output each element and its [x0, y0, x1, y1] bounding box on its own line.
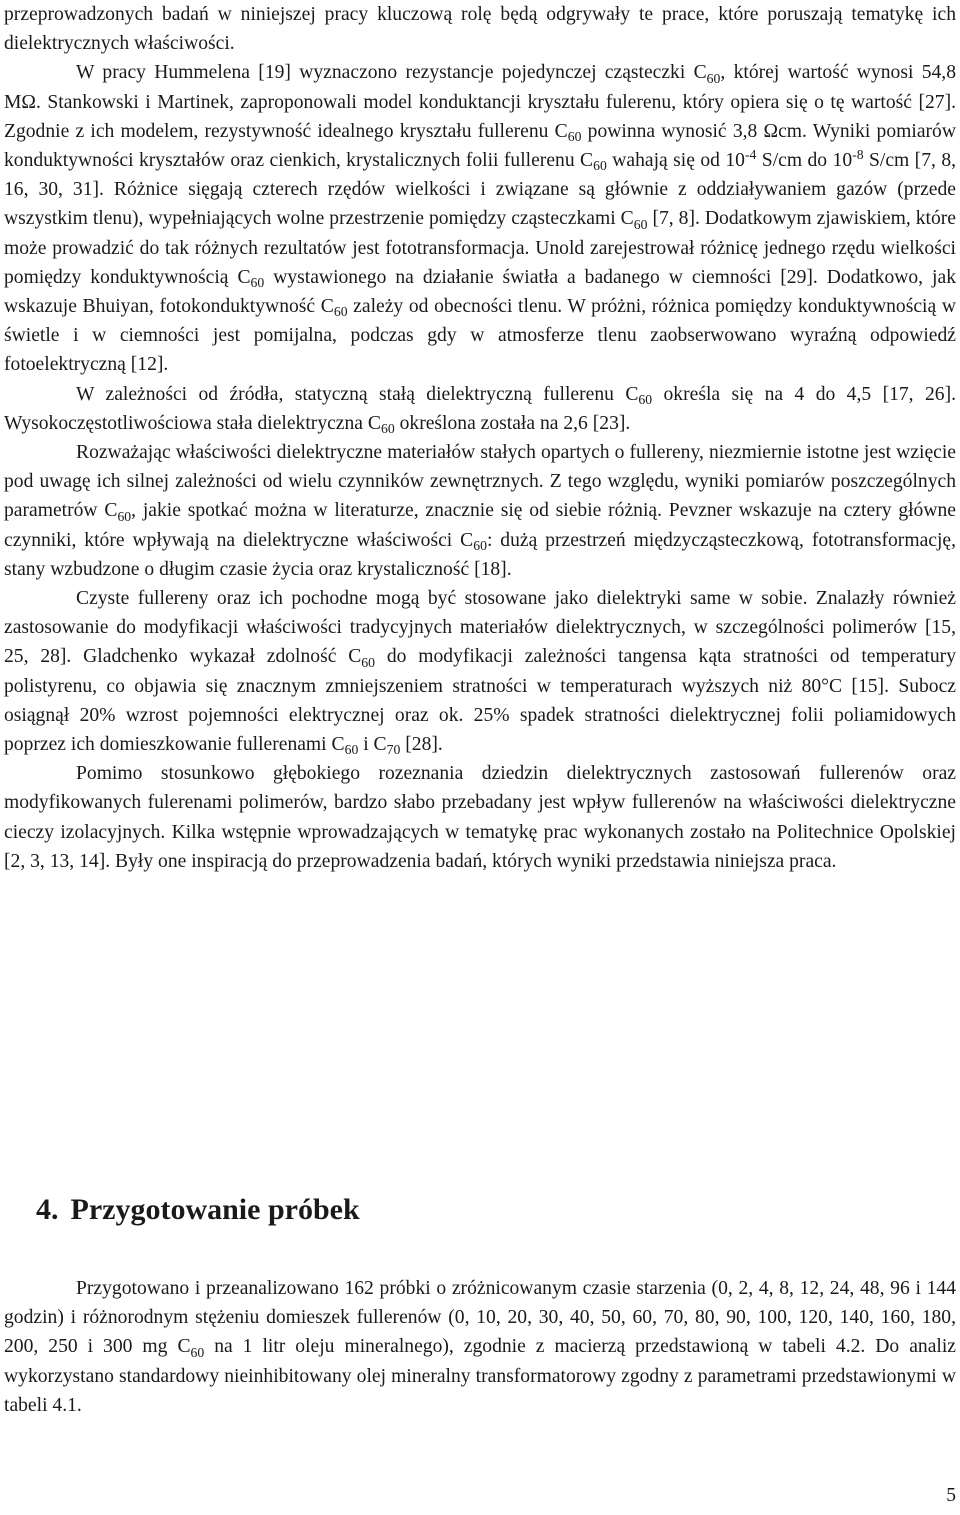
subscript: 60 [250, 274, 265, 290]
text-run: na 1 litr oleju mineralnego), zgodnie z macierzą przedstawioną w tabeli 4.2. Do analiz wykorzystano standardowy nieinhibitowany olej mineralny transformatorowy zgodny z parametrami przedstawionymi w tabeli 4.1. [4, 1336, 956, 1416]
text-run: W zależności od źródła, statyczną stałą dielektryczną fullerenu C [76, 383, 639, 405]
text-run: do modyfikacji zależności tangensa kąta stratności od temperatury polistyrenu, co objawia się znacznym zmniejszeniem stratności w temperaturach wyższych niż 80°C [15]. Subocz osiągnął 20% wzrost pojemności elektrycznej oraz ok. 25% spadek stratności dielektrycznej folii poliamidowych poprzez ich domieszkowanie fullerenami C [4, 646, 956, 756]
text-run: : dużą przestrzeń międzycząsteczkową, fototransformację, stany wzbudzone o długim czasie życia oraz krystaliczność [18]. [4, 529, 956, 580]
subscript: 60 [567, 128, 582, 144]
text-run: wahają się od 10 [606, 150, 745, 172]
subscript: 60 [633, 216, 648, 232]
text-run: [7, 8]. Dodatkowym zjawiskiem, które może prowadzić do tak różnych rezultatów jest fototransformacja. Unold zarejestrował różnicę jednego rzędu wielkości pomiędzy konduktywnością C [4, 208, 956, 288]
text-run: powinna wynosić 3,8 Ωcm. Wyniki pomiarów konduktywności kryształów oraz cienkich, krystalicznych folii fullerenu C [4, 120, 956, 172]
paragraph [4, 1274, 956, 1420]
text-run: określa się na 4 do 4,5 [17, 26]. Wysokoczęstotliwościowa stała dielektryczna C [4, 383, 956, 434]
paragraph [4, 584, 956, 759]
paragraph [4, 759, 956, 876]
subscript: 60 [706, 70, 721, 86]
text-run: , której wartość wynosi 54,8 MΩ. Stankowski i Martinek, zaproponowali model konduktancji kryształu fulerenu, który opiera się o tę wartość [27]. Zgodnie z ich modelem, rezystywność idealnego kryształu fullerenu C [4, 62, 957, 142]
subscript: 70 [386, 742, 401, 758]
text-run: S/cm do 10 [756, 150, 853, 172]
subscript: 60 [473, 537, 487, 553]
body-text [4, 0, 956, 876]
subscript: 60 [638, 391, 653, 407]
subscript: 60 [117, 508, 132, 524]
text-run: wystawionego na działanie światła a badanego w ciemności [29]. Dodatkowo, jak wskazuje Bhuiyan, fotokonduktywność C [4, 266, 956, 318]
paragraph [4, 438, 956, 584]
superscript: -4 [744, 147, 757, 163]
text-run: i C [358, 734, 387, 756]
subscript: 60 [593, 158, 607, 174]
text-run: , jakie spotkać można w literaturze, znacznie się od siebie różnią. Pevzner wskazuje na cztery główne czynniki, które wpływają na dielektryczne właściwości C [4, 500, 956, 551]
subscript: 60 [361, 654, 376, 670]
section-number: 4. [36, 1193, 59, 1226]
page-number: 5 [946, 1485, 956, 1506]
text-run: zależy od obecności tlenu. W próżni, różnica pomiędzy konduktywnością w świetle i w ciemności jest pomijalna, podczas gdy w atmosferze tlenu zaobserwowano wyraźną odpowiedź fotoelektryczną [12]. [4, 296, 956, 376]
paragraph [4, 0, 956, 58]
paragraph [4, 58, 956, 379]
text-run: S/cm [7, 8, 16, 30, 31]. Różnice sięgają czterech rzędów wielkości i związane są głównie z oddziaływaniem gazów (przede wszystkim tlenu), wypełniających wolne przestrzenie pomiędzy cząsteczkami C [4, 150, 957, 230]
subscript: 60 [333, 304, 348, 320]
text-run: określona została na 2,6 [23]. [394, 412, 631, 434]
text-run: przeprowadzonych badań w niniejszej pracy kluczową rolę będą odgrywały te prace, które poruszają tematykę ich dielektrycznych właściwości. [4, 4, 956, 55]
text-run: Rozważając właściwości dielektryczne materiałów stałych opartych o fullereny, niezmiernie istotne jest wzięcie pod uwagę ich silnej zależności od wielu czynników zewnętrznych. Z tego względu, wyniki pomiarów poszczególnych parametrów C [4, 442, 956, 522]
section-title: Przygotowanie próbek [70, 1193, 360, 1226]
text-run: W pracy Hummelena [19] wyznaczono rezystancje pojedynczej cząsteczki C [76, 62, 707, 84]
text-run: Przygotowano i przeanalizowano 162 próbki o zróżnicowanym czasie starzenia (0, 2, 4, 8, 12, 24, 48, 96 i 144 godzin) i różnorodnym stężeniu domieszek fullerenów (0, 10, 20, 30, 40, 50, 60, 70, 80, 90, 100, 120, 140, 160, 180, 200, 250 i 300 mg C [4, 1278, 956, 1358]
text-run: Pomimo stosunkowo głębokiego rozeznania dziedzin dielektrycznych zastosowań fullerenów oraz modyfikowanych fulerenami polimerów, bardzo słabo przebadany jest wpływ fullerenów na właściwości dielektryczne cieczy izolacyjnych. Kilka wstępnie wprowadzających w tematykę prac wykonanych zostało na Politechnice Opolskiej [2, 3, 13, 14]. Były one inspiracją do przeprowadzenia badań, których wyniki przedstawia niniejsza praca. [4, 763, 956, 872]
superscript: -8 [852, 147, 864, 163]
text-run: [28]. [400, 734, 443, 756]
paragraph [4, 380, 956, 438]
subscript: 60 [190, 1344, 205, 1360]
subscript: 60 [344, 742, 359, 758]
text-run: Czyste fullereny oraz ich pochodne mogą być stosowane jako dielektryki same w sobie. Znalazły również zastosowanie do modyfikacji właściwości tradycyjnych materiałów dielektrycznych, w szczególności polimerów [15, 25, 28]. Gladchenko wykazał zdolność C [4, 588, 956, 668]
section-heading [36, 1192, 360, 1228]
section-body-text [4, 1274, 956, 1420]
subscript: 60 [380, 420, 395, 436]
